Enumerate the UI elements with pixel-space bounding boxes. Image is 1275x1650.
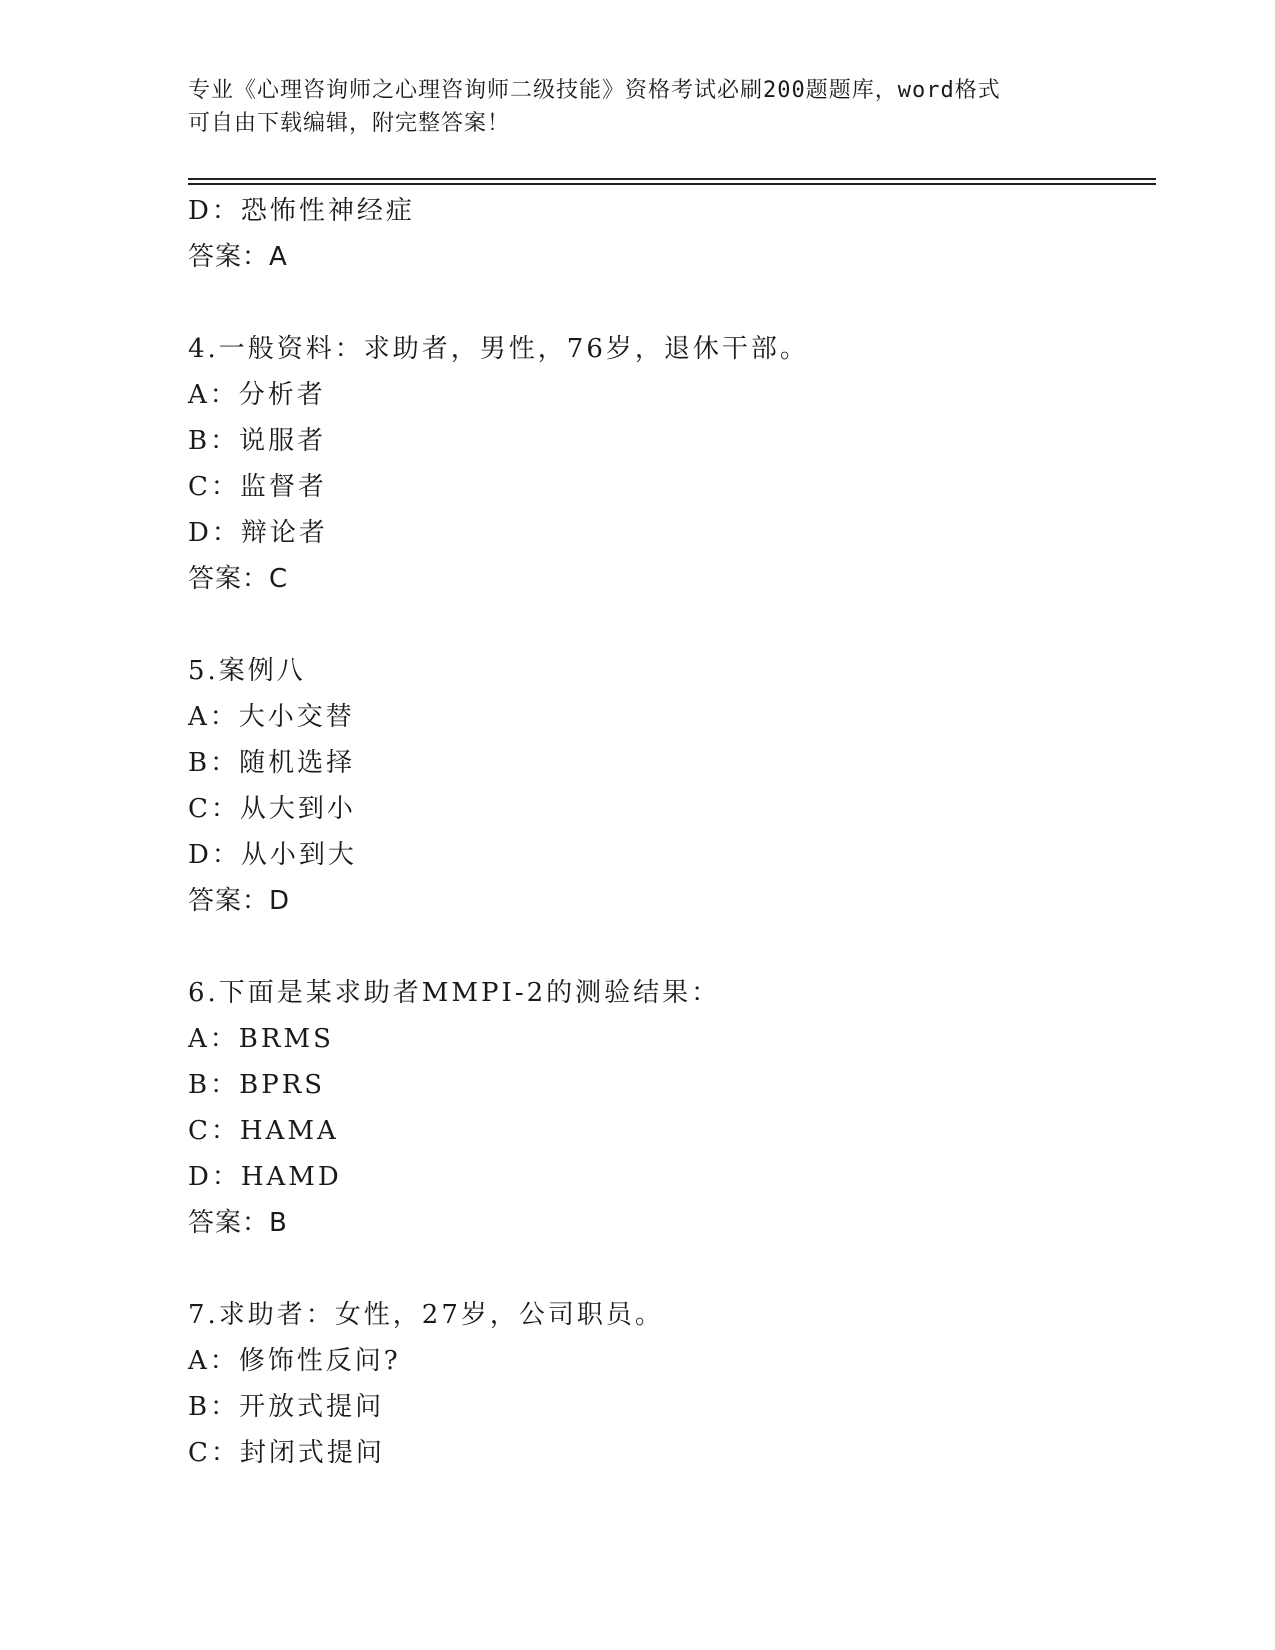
block-spacer xyxy=(188,1246,1148,1292)
header-line-1: 专业《心理咨询师之心理咨询师二级技能》资格考试必刷200题题库，word格式 xyxy=(188,78,1001,103)
question-stem: 6.下面是某求助者MMPI-2的测验结果： xyxy=(188,978,721,1008)
option-line: A：修饰性反问? xyxy=(188,1346,401,1376)
question-list xyxy=(188,188,1148,1476)
option-line: B：说服者 xyxy=(188,426,327,456)
option-line: B：BPRS xyxy=(188,1070,326,1100)
document-header xyxy=(188,74,1088,140)
answer-line: 答案：A xyxy=(188,242,288,272)
question-stem: 4.一般资料：求助者，男性，76岁，退休干部。 xyxy=(188,334,809,364)
option-line: D：HAMD xyxy=(188,1162,342,1192)
option-line: A：大小交替 xyxy=(188,702,355,732)
question-stem: 7.求助者：女性，27岁，公司职员。 xyxy=(188,1300,664,1330)
option-line: C：封闭式提问 xyxy=(188,1438,385,1468)
option-line: A：分析者 xyxy=(188,380,326,410)
header-divider-top xyxy=(188,178,1156,180)
option-line: B：随机选择 xyxy=(188,748,356,778)
option-line: C：从大到小 xyxy=(188,794,356,824)
block-spacer xyxy=(188,924,1148,970)
answer-line: 答案：D xyxy=(188,886,291,916)
header-divider-bottom xyxy=(188,183,1156,185)
option-line: D：从小到大 xyxy=(188,840,357,870)
block-spacer xyxy=(188,602,1148,648)
option-line: D：恐怖性神经症 xyxy=(188,196,415,226)
option-line: B：开放式提问 xyxy=(188,1392,385,1422)
option-line: C：HAMA xyxy=(188,1116,339,1146)
question-stem: 5.案例八 xyxy=(188,656,306,686)
option-line: A：BRMS xyxy=(188,1024,334,1054)
header-line-2: 可自由下载编辑，附完整答案！ xyxy=(188,111,511,136)
option-line: C：监督者 xyxy=(188,472,327,502)
option-line: D：辩论者 xyxy=(188,518,328,548)
block-spacer xyxy=(188,280,1148,326)
answer-line: 答案：B xyxy=(188,1208,288,1238)
answer-line: 答案：C xyxy=(188,564,289,594)
